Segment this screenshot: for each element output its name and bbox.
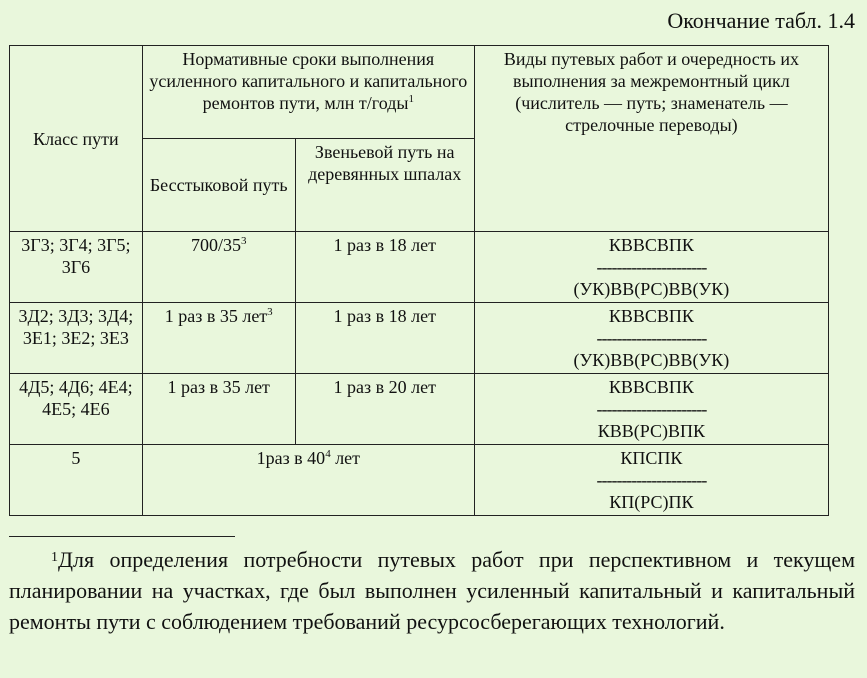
cell-class: 5 <box>10 445 143 516</box>
header-norm-terms: Нормативные сроки выполнения усиленного капитального и капитального ремонтов пути, млн т/годы$^1$ <box>142 46 474 139</box>
cell-work-types <box>474 445 828 516</box>
footnote-divider <box>9 536 235 537</box>
footnote-number: 1 <box>51 550 58 565</box>
denominator: КВВ(РС)ВПК <box>597 421 706 441</box>
cell-class: 3Г3; 3Г4; 3Г5; 3Г6 <box>10 232 143 303</box>
fraction-line: ---------------------- <box>596 257 707 277</box>
numerator: КВВСВПК <box>608 377 694 397</box>
cell-jointless: 1 раз в 35 лет$^3$ <box>142 303 295 374</box>
header-link-track: Звеньевой путь на деревянных шпалах <box>295 139 474 232</box>
numerator: КВВСВПК <box>608 306 694 326</box>
cell-jointless: 1 раз в 35 лет <box>142 374 295 445</box>
fraction-line: ---------------------- <box>596 328 707 348</box>
footnote-ref: 1 <box>408 93 414 105</box>
header-work-types: Виды путевых работ и очередность их выполнения за межремонтный цикл (числитель — путь; знаменатель — стрелочные переводы) <box>474 46 828 232</box>
header-jointless: Бесстыковой путь <box>142 139 295 232</box>
footnote-text: Для определения потребности путевых работ при перспективном и текущем планировании на участках, где был выполнен усиленный капитальный и капитальный ремонты пути с соблюдением требований ресурсосберегающих технологий. <box>9 547 855 634</box>
cell-work-types <box>474 303 828 374</box>
table-row <box>10 232 829 303</box>
cell-jointless: $700/35^3$ <box>142 232 295 303</box>
table-row <box>10 445 829 516</box>
denominator: КП(РС)ПК <box>609 492 694 512</box>
cell-work-types <box>474 374 828 445</box>
cell-link: 1 раз в 20 лет <box>295 374 474 445</box>
fraction-line: ---------------------- <box>596 399 707 419</box>
repair-schedule-table <box>9 45 829 516</box>
numerator: КПСПК <box>620 448 683 468</box>
table-row <box>10 303 829 374</box>
cell-work-types <box>474 232 828 303</box>
cell-link: 1 раз в 18 лет <box>295 303 474 374</box>
numerator: КВВСВПК <box>608 235 694 255</box>
header-class: Класс пути <box>10 46 143 232</box>
table-caption: Окончание табл. 1.4 <box>667 8 855 33</box>
cell-link: 1 раз в 18 лет <box>295 232 474 303</box>
footnote <box>9 544 855 637</box>
cell-class: 3Д2; 3Д3; 3Д4; 3Е1; 3Е2; 3Е3 <box>10 303 143 374</box>
denominator: (УК)ВВ(РС)ВВ(УК) <box>573 279 730 299</box>
fraction-line: ---------------------- <box>596 470 707 490</box>
cell-merged-terms: 1раз в $40^4$ лет <box>142 445 474 516</box>
cell-class: 4Д5; 4Д6; 4Е4; 4Е5; 4Е6 <box>10 374 143 445</box>
header-row <box>10 46 829 139</box>
table-row <box>10 374 829 445</box>
denominator: (УК)ВВ(РС)ВВ(УК) <box>573 350 730 370</box>
